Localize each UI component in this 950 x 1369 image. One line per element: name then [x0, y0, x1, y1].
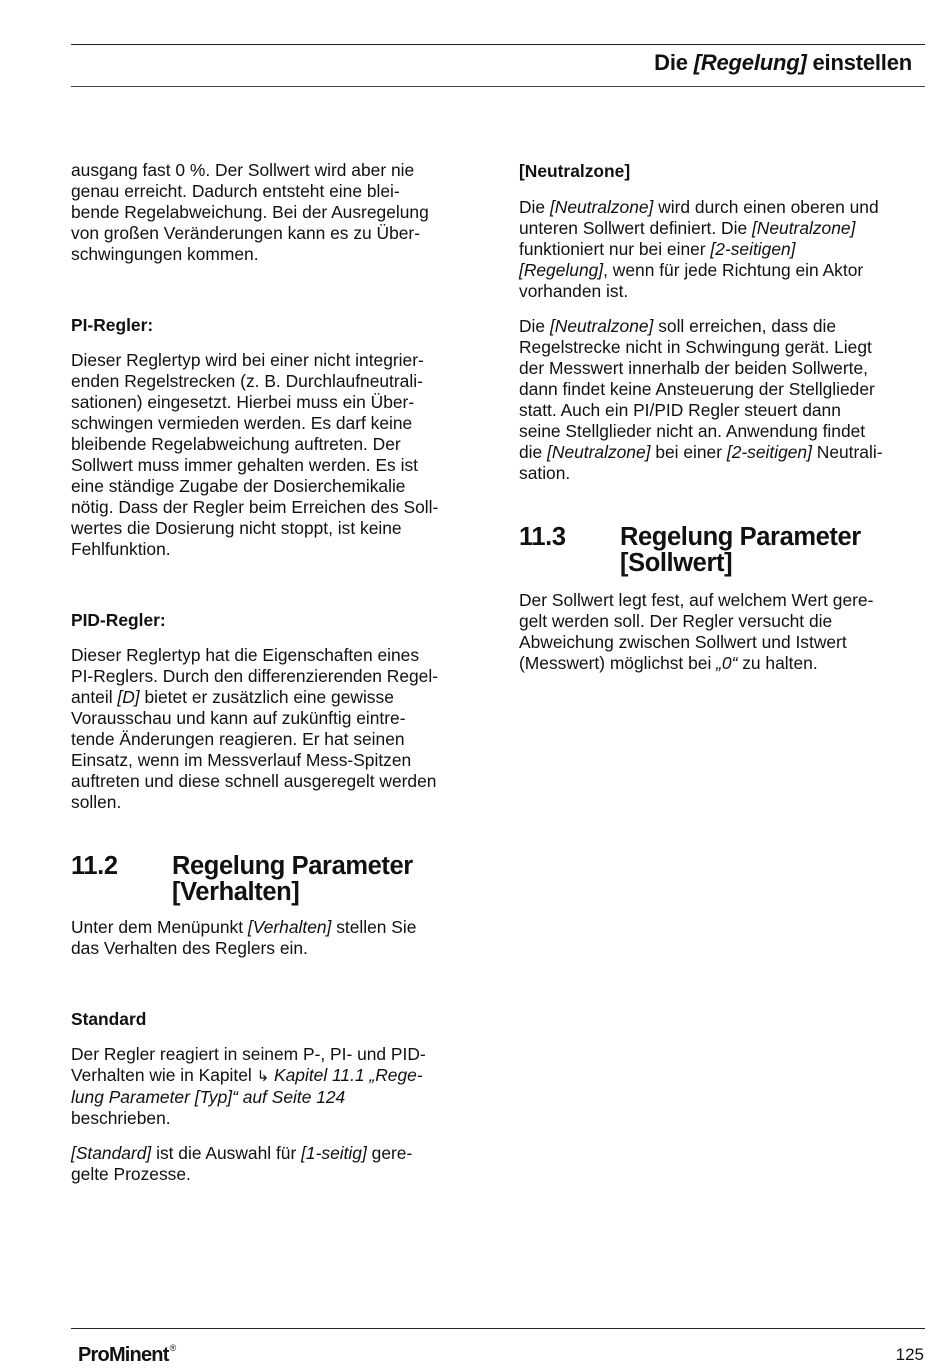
standard-selection-paragraph: [Standard] ist die Auswahl für [1-seitig] gere- gelte Prozesse.: [71, 1143, 413, 1184]
section-11-2-heading: 11.2 Regelung Parameter [Verhalten]: [71, 852, 413, 906]
left-column: [71, 160, 483, 1199]
prominent-logo: ProMinent®: [78, 1343, 176, 1366]
standard-paragraph: Der Regler reagiert in seinem P-, PI- und PID- Verhalten wie in Kapitel ↳ Kapitel 11.1 „Rege- lung Parameter [Typ]“ auf Seite 124 beschrieben.: [71, 1044, 426, 1128]
page-header-title: Die [Regelung] einstellen: [654, 50, 912, 75]
page-number: 125: [895, 1345, 924, 1364]
chapter-link-continued[interactable]: lung Parameter [Typ]“ auf Seite 124: [71, 1087, 346, 1107]
intro-paragraph: ausgang fast 0 %. Der Sollwert wird aber nie genau erreicht. Dadurch entsteht eine blei- bende Regelabweichung. Bei der Ausregelung von großen Veränderungen kann es zu Über- schwingungen kommen.: [71, 160, 429, 264]
neutralzone-paragraph-2: Die [Neutralzone] soll erreichen, dass die Regelstrecke nicht in Schwingung gerät. Liegt der Messwert innerhalb der beiden Sollwerte, dann findet keine Ansteuerung der Stellglieder statt. Auch ein PI/PID Regler steuert dann seine Stellglieder nicht an. Anwendung findet die [Neutralzone] bei einer [2-seitigen] Neutrali- sation.: [519, 316, 883, 483]
chapter-link[interactable]: ↳ Kapitel 11.1 „Rege-: [256, 1065, 423, 1085]
pid-regler-heading: PID-Regler:: [71, 610, 166, 630]
pi-regler-heading: PI-Regler:: [71, 315, 154, 335]
footer-rule: [71, 1328, 925, 1329]
neutralzone-heading: [Neutralzone]: [519, 161, 631, 181]
link-arrow-icon: ↳: [256, 1068, 270, 1085]
right-column: [519, 160, 929, 688]
verhalten-paragraph: Unter dem Menüpunkt [Verhalten] stellen Sie das Verhalten des Reglers ein.: [71, 917, 417, 958]
header-bottom-rule: [71, 86, 925, 87]
standard-heading: Standard: [71, 1009, 147, 1029]
sollwert-paragraph: Der Sollwert legt fest, auf welchem Wert gere- gelt werden soll. Der Regler versucht die Abweichung zwischen Sollwert und Istwert (Messwert) möglichst bei „0“ zu halten.: [519, 590, 874, 673]
neutralzone-paragraph-1: Die [Neutralzone] wird durch einen oberen und unteren Sollwert definiert. Die [Neutralzone] funktioniert nur bei einer [2-seitigen] [Regelung], wenn für jede Richtung ein Aktor vorhanden ist.: [519, 197, 879, 301]
pi-regler-paragraph: Dieser Reglertyp wird bei einer nicht integrier- enden Regelstrecken (z. B. Durchlaufneutrali- sationen) eingesetzt. Hierbei muss ein Über- schwingen vermieden werden. Es darf keine bleibende Regelabweichung auftreten. Der Sollwert muss immer gehalten werden. Es ist eine ständige Zugabe der Dosierchemikalie nötig. Dass der Regler beim Erreichen des Soll- wertes die Dosierung nicht stoppt, ist keine Fehlfunktion.: [71, 350, 439, 559]
pid-regler-paragraph: Dieser Reglertyp hat die Eigenschaften eines PI-Reglers. Durch den differenzierenden Regel- anteil [D] bietet er zusätzlich eine gewisse Vorausschau und kann auf zukünftig eintre- tende Änderungen reagieren. Er hat seinen Einsatz, wenn im Messverlauf Mess-Spitzen auftreten und diese schnell ausgeregelt werden sollen.: [71, 645, 439, 812]
header-top-rule: [71, 44, 925, 45]
section-11-3-heading: 11.3 Regelung Parameter [Sollwert]: [519, 523, 861, 577]
